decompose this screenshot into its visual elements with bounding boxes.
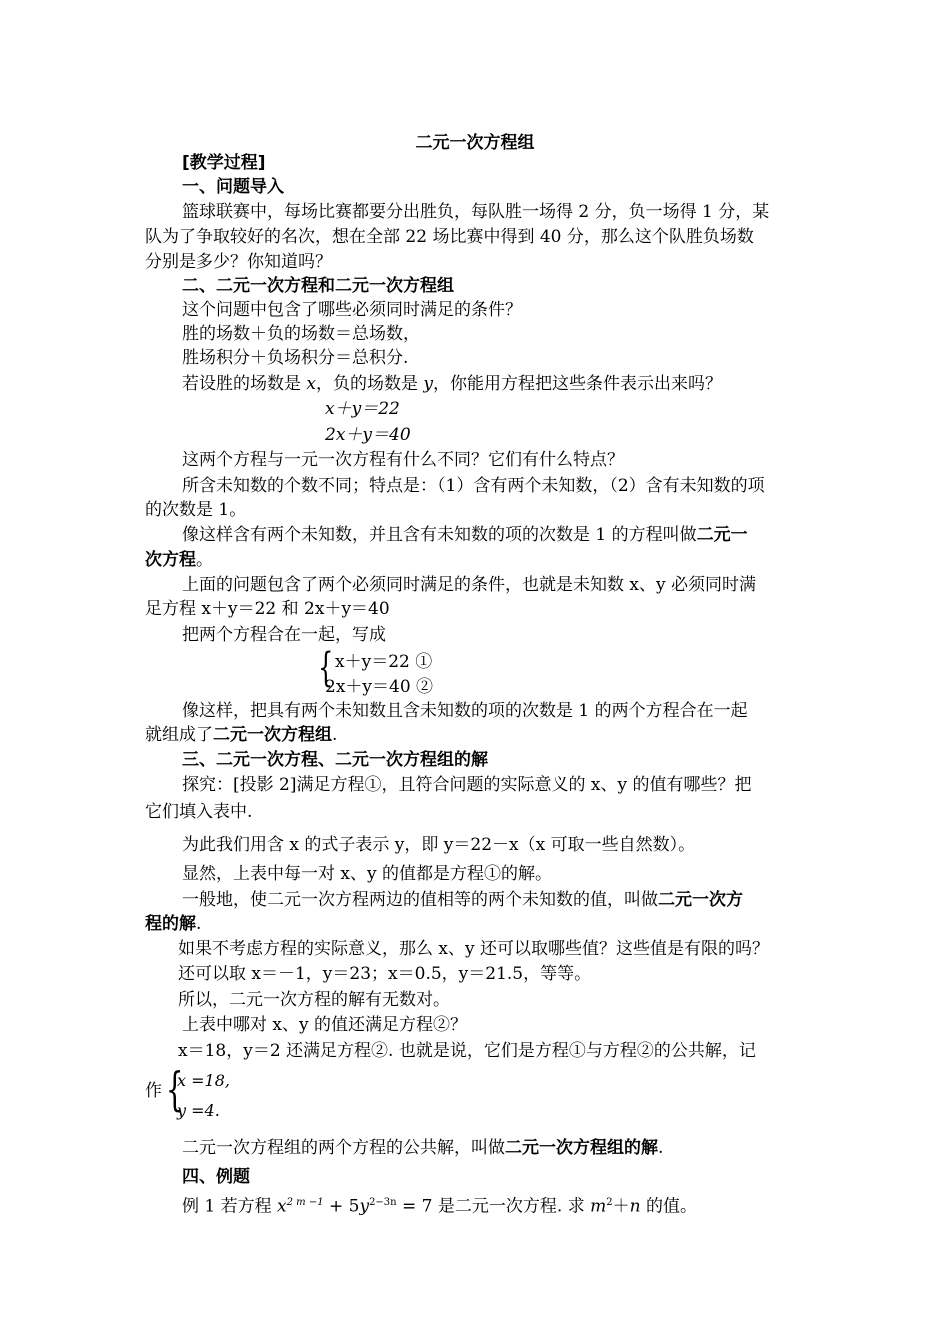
var-x: x bbox=[277, 1196, 287, 1217]
term-bold: 程的解 bbox=[145, 914, 196, 934]
paragraph-line: 显然，上表中每一对 x、y 的值都是方程①的解。 bbox=[182, 864, 552, 884]
paragraph-line: 分别是多少？你知道吗？ bbox=[145, 252, 332, 272]
paragraph-line: 上表中哪对 x、y 的值还满足方程②？ bbox=[182, 1015, 467, 1035]
paragraph-line: 这两个方程与一元一次方程有什么不同？它们有什么特点？ bbox=[182, 450, 624, 470]
example-1 bbox=[182, 1191, 697, 1219]
text: 例 1 若方程 bbox=[182, 1196, 278, 1217]
paragraph-line: 这个问题中包含了哪些必须同时满足的条件？ bbox=[182, 300, 522, 320]
paragraph-line bbox=[182, 523, 748, 547]
document-title: 二元一次方程组 bbox=[415, 133, 535, 153]
term-bold: 二元一次方程组的解 bbox=[505, 1138, 658, 1158]
paragraph-line: 所以，二元一次方程的解有无数对。 bbox=[178, 990, 450, 1010]
text: 就组成了 bbox=[145, 725, 213, 745]
paragraph-line: 把两个方程合在一起，写成 bbox=[182, 625, 386, 645]
var-y: y bbox=[423, 374, 434, 394]
term-bold: 二元一次方程组 bbox=[213, 725, 332, 745]
paragraph-line: 篮球联赛中，每场比赛都要分出胜负，每队胜一场得 2 分，负一场得 1 分，某 bbox=[182, 202, 770, 222]
text: 像这样含有两个未知数，并且含有未知数的项的次数是 1 的方程叫做 bbox=[182, 525, 697, 545]
text: 。 bbox=[196, 550, 213, 570]
text: . bbox=[196, 914, 202, 934]
term-bold: 二元一次方 bbox=[658, 890, 743, 910]
left-brace-icon: { bbox=[318, 645, 334, 691]
var-m: m bbox=[590, 1196, 607, 1217]
var-x: x bbox=[306, 374, 316, 394]
paragraph-line: 像这样，把具有两个未知数且含未知数的项的次数是 1 的两个方程合在一起 bbox=[182, 701, 748, 721]
paragraph-line bbox=[182, 372, 722, 396]
var-y: y bbox=[359, 1196, 370, 1217]
section-label-teaching-process: [教学过程] bbox=[182, 153, 266, 173]
paragraph-line: 作 bbox=[145, 1081, 162, 1101]
heading-4: 四、例题 bbox=[182, 1167, 250, 1187]
paragraph-line: 探究：[投影 2]满足方程①，且符合问题的实际意义的 x、y 的值有哪些？把 bbox=[182, 775, 752, 795]
equation-1 bbox=[325, 397, 400, 421]
paragraph-line: 队为了争取较好的名次，想在全部 22 场比赛中得到 40 分，那么这个队胜负场数 bbox=[145, 227, 754, 247]
text: 的值。 bbox=[640, 1196, 697, 1217]
solution-text: y =4. bbox=[177, 1101, 220, 1120]
paragraph-line: 所含未知数的个数不同；特点是：（1）含有两个未知数，（2）含有未知数的项 bbox=[182, 476, 765, 496]
text: ，负的场数是 bbox=[316, 374, 424, 394]
var-n: n bbox=[629, 1196, 641, 1217]
solution-y bbox=[177, 1099, 220, 1123]
system-equation-2: 2x＋y＝40 ② bbox=[325, 677, 434, 697]
text: + 5 bbox=[323, 1196, 360, 1217]
equation-text: 2x＋y＝40 bbox=[325, 425, 411, 445]
paragraph-line: 如果不考虑方程的实际意义，那么 x、y 还可以取哪些值？这些值是有限的吗？ bbox=[178, 939, 769, 959]
paragraph-line bbox=[145, 548, 213, 572]
text: ，你能用方程把这些条件表示出来吗？ bbox=[433, 374, 723, 394]
paragraph-line: 它们填入表中. bbox=[145, 802, 253, 822]
text: . bbox=[658, 1138, 664, 1158]
heading-3: 三、二元一次方程、二元一次方程组的解 bbox=[182, 750, 488, 770]
exponent: 2 m −1 bbox=[286, 1197, 324, 1208]
text: 一般地，使二元一次方程两边的值相等的两个未知数的值，叫做 bbox=[182, 890, 658, 910]
text: ＋ bbox=[612, 1196, 630, 1217]
heading-1: 一、问题导入 bbox=[182, 177, 284, 197]
exponent: 2 bbox=[606, 1197, 613, 1208]
text: 若设胜的场数是 bbox=[182, 374, 307, 394]
paragraph-line: x＝18，y＝2 还满足方程②. 也就是说，它们是方程①与方程②的公共解，记 bbox=[178, 1041, 756, 1061]
paragraph-line bbox=[182, 1136, 663, 1160]
paragraph-line: 的次数是 1。 bbox=[145, 500, 247, 520]
term-bold: 二元一 bbox=[696, 525, 748, 545]
solution-text: x =18, bbox=[177, 1071, 230, 1090]
text: 二元一次方程组的两个方程的公共解，叫做 bbox=[182, 1138, 505, 1158]
paragraph-line bbox=[182, 888, 743, 912]
paragraph-line: 胜的场数＋负的场数＝总场数， bbox=[182, 324, 420, 344]
system-equation-1: x＋y＝22 ① bbox=[335, 652, 433, 672]
text: . bbox=[332, 725, 338, 745]
paragraph-line bbox=[145, 912, 201, 936]
equation-2 bbox=[325, 423, 411, 447]
paragraph-line: 上面的问题包含了两个必须同时满足的条件，也就是未知数 x、y 必须同时满 bbox=[182, 575, 756, 595]
paragraph-line: 胜场积分＋负场积分＝总积分. bbox=[182, 348, 409, 368]
solution-x bbox=[177, 1069, 230, 1093]
paragraph-line: 还可以取 x＝－1，y＝23；x＝0.5，y＝21.5，等等。 bbox=[178, 964, 592, 984]
exponent: 2−3n bbox=[369, 1197, 397, 1208]
left-brace-icon: { bbox=[165, 1062, 184, 1116]
paragraph-line: 足方程 x＋y＝22 和 2x＋y＝40 bbox=[145, 599, 390, 619]
paragraph-line: 为此我们用含 x 的式子表示 y，即 y＝22－x（x 可取一些自然数）。 bbox=[182, 835, 696, 855]
text: = 7 是二元一次方程. 求 bbox=[396, 1196, 591, 1217]
paragraph-line bbox=[145, 723, 337, 747]
heading-2: 二、二元一次方程和二元一次方程组 bbox=[182, 276, 454, 296]
term-bold: 次方程 bbox=[145, 550, 196, 570]
equation-text: x＋y＝22 bbox=[325, 399, 400, 419]
